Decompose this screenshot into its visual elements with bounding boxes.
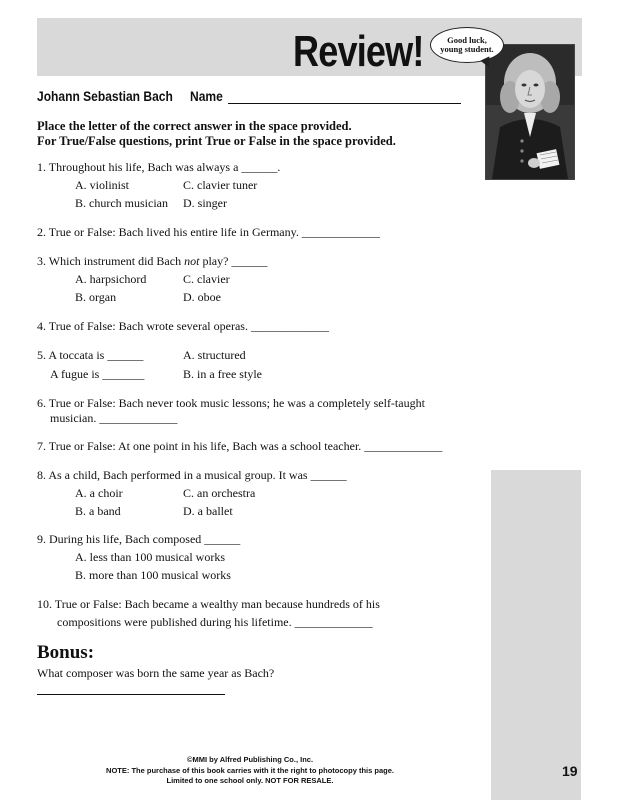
q3-text-emphasis: not [184, 254, 200, 268]
q8-option-b: B. a band [75, 504, 121, 518]
instructions-line-2: For True/False questions, print True or False in the space provided. [37, 134, 396, 148]
q5-option-a: A. structured [183, 348, 246, 362]
bonus-question: What composer was born the same year as Bach? [37, 666, 275, 680]
q1-option-c: C. clavier tuner [183, 178, 258, 192]
q3-option-a: A. harpsichord [75, 272, 147, 286]
speech-bubble [430, 27, 504, 63]
q3-option-c: C. clavier [183, 272, 230, 286]
bach-portrait-image [485, 44, 575, 180]
question-4: 4. True of False: Bach wrote several operas. _____________ [37, 319, 329, 333]
q8-option-a: A. a choir [75, 486, 123, 500]
bubble-line-1: Good luck, [447, 35, 487, 46]
q1-option-d: D. singer [183, 196, 227, 210]
bubble-line-2: young student. [440, 44, 494, 54]
bonus-heading: Bonus: [37, 642, 95, 663]
q9-option-b: B. more than 100 musical works [75, 568, 231, 582]
side-band [491, 470, 581, 800]
name-label: Name [190, 88, 223, 104]
q1-option-b: B. church musician [75, 196, 168, 210]
resale-note: Limited to one school only. NOT FOR RESALE. [166, 776, 334, 785]
portrait-illustration [486, 45, 574, 179]
q3-text-end: play? ______ [199, 254, 268, 268]
question-10-line-1: 10. True or False: Bach became a wealthy man because hundreds of his [37, 597, 380, 611]
copyright-line: ©MMI by Alfred Publishing Co., Inc. [186, 755, 314, 764]
instructions-line-1: Place the letter of the correct answer in the space provided. [37, 119, 352, 133]
question-9: 9. During his life, Bach composed ______ [37, 532, 241, 546]
question-7: 7. True or False: At one point in his life, Bach was a school teacher. _____________ [37, 439, 443, 453]
question-10-line-2: compositions were published during his lifetime. _____________ [57, 615, 373, 629]
question-2: 2. True or False: Bach lived his entire life in Germany. _____________ [37, 225, 380, 239]
question-3 [37, 254, 267, 269]
bonus-answer-line[interactable] [37, 694, 225, 695]
question-5-line-2: A fugue is _______ [50, 367, 145, 381]
q8-option-d: D. a ballet [183, 504, 233, 518]
question-5-line-1: 5. A toccata is ______ [37, 348, 144, 362]
q1-option-a: A. violinist [75, 178, 130, 192]
question-8: 8. As a child, Bach performed in a musical group. It was ______ [37, 468, 347, 482]
question-1: 1. Throughout his life, Bach was always a ______. [37, 160, 281, 174]
name-field-line[interactable] [228, 103, 461, 104]
q5-option-b: B. in a free style [183, 367, 262, 381]
question-6-line-1: 6. True or False: Bach never took music lessons; he was a completely self-taught [37, 396, 425, 410]
q3-option-b: B. organ [75, 290, 117, 304]
subject-heading: Johann Sebastian Bach [37, 88, 173, 104]
page-title: Review! [293, 27, 424, 76]
q8-option-c: C. an orchestra [183, 486, 256, 500]
q3-option-d: D. oboe [183, 290, 221, 304]
question-6-line-2: musician. _____________ [50, 411, 178, 425]
page-number: 19 [562, 763, 578, 779]
q9-option-a: A. less than 100 musical works [75, 550, 225, 564]
q3-text-start: 3. Which instrument did Bach [37, 254, 185, 268]
photocopy-note: NOTE: The purchase of this book carries with it the right to photocopy this page. [106, 766, 394, 775]
